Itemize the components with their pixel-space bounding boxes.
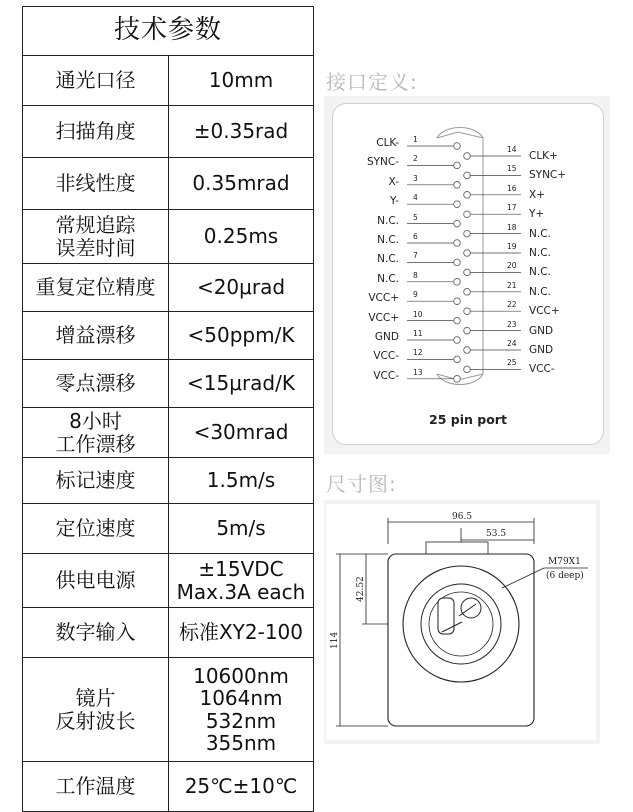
pin-left-name: SYNC- — [366, 156, 399, 169]
pin-right-number: 20 — [507, 261, 517, 271]
table-row — [23, 408, 314, 458]
pin-right-number: 19 — [507, 242, 517, 251]
pin-left-name: N.C. — [377, 214, 399, 227]
spec-key: 镜片 反射波长 — [23, 658, 169, 762]
table-row — [23, 158, 314, 210]
dim-width-offset: 53.5 — [486, 529, 507, 539]
pin-left-name: GND — [374, 331, 399, 343]
table-row — [23, 458, 314, 504]
spec-value: 25℃±10℃ — [169, 762, 314, 812]
pin-diagram — [332, 103, 604, 445]
pin-left-number: 1 — [413, 135, 418, 144]
pin-left-name: CLK- — [376, 137, 399, 149]
pin-right-name: N.C. — [529, 266, 551, 279]
dim-height-total: 114 — [330, 631, 340, 649]
spec-key: 定位速度 — [23, 504, 169, 554]
spec-value: 10mm — [169, 56, 314, 106]
pin-right-number: 25 — [507, 358, 517, 368]
spec-key: 重复定位精度 — [23, 264, 169, 312]
table-row — [23, 264, 314, 312]
pin-right-name: VCC- — [529, 363, 555, 376]
spec-value: ±15VDC Max.3A each — [169, 554, 314, 608]
pin-right-number: 24 — [507, 339, 517, 348]
pin-left-name: N.C. — [377, 253, 399, 266]
pin-right-name: N.C. — [529, 227, 551, 240]
pin-left-number: 2 — [413, 154, 418, 164]
pin-left-name: N.C. — [377, 234, 399, 246]
spec-key: 供电电源 — [23, 554, 169, 608]
table-row — [23, 312, 314, 360]
pin-left-number: 3 — [413, 173, 418, 183]
pin-right-number: 17 — [507, 203, 517, 213]
spec-key: 工作温度 — [23, 762, 169, 812]
scanner-drawing — [326, 504, 596, 740]
pin-left-name: VCC+ — [368, 292, 399, 305]
thread-spec: M79X1 — [548, 557, 581, 567]
pin-left-name: N.C. — [377, 272, 399, 285]
spec-value: 10600nm 1064nm 532nm 355nm — [169, 658, 314, 762]
table-row — [23, 608, 314, 658]
dimension-drawing — [326, 504, 596, 740]
spec-key: 标记速度 — [23, 458, 169, 504]
pin-right-name: GND — [529, 344, 554, 356]
pin-left-number: 4 — [413, 193, 418, 203]
spec-value: 0.25ms — [169, 210, 314, 264]
table-row — [23, 106, 314, 158]
table-row — [23, 210, 314, 264]
dimensions-panel — [324, 500, 600, 744]
pin-left-number: 10 — [413, 309, 423, 319]
pin-right-name: VCC+ — [529, 305, 560, 318]
table-title: 技术参数 — [23, 7, 314, 56]
spec-key: 通光口径 — [23, 56, 169, 106]
pin-right-name: SYNC+ — [529, 169, 567, 182]
spec-value: 5m/s — [169, 504, 314, 554]
spec-value: 标准XY2-100 — [169, 608, 314, 658]
pin-right-name: CLK+ — [529, 150, 558, 162]
table-row — [23, 554, 314, 608]
pin-right-number: 21 — [507, 280, 517, 290]
thread-depth: (6 deep) — [546, 571, 584, 581]
pin-left-number: 8 — [413, 270, 418, 280]
table-row — [23, 504, 314, 554]
pin-left-number: 12 — [413, 348, 423, 358]
table-row — [23, 762, 314, 812]
pin-right-name: GND — [529, 324, 554, 337]
interface-panel — [324, 96, 610, 454]
table-row — [23, 360, 314, 408]
pin-right-number: 15 — [507, 164, 517, 174]
table-row — [23, 658, 314, 762]
spec-key: 数字输入 — [23, 608, 169, 658]
pin-right-number: 16 — [507, 183, 517, 193]
pin-left-name: VCC+ — [368, 311, 399, 324]
spec-table-body — [23, 56, 314, 812]
table-row — [23, 56, 314, 106]
pin-left-number: 7 — [413, 251, 418, 261]
pin-right-number: 22 — [507, 300, 517, 310]
pin-right-number: 23 — [507, 319, 517, 329]
spec-value: ±0.35rad — [169, 106, 314, 158]
spec-value: <20μrad — [169, 264, 314, 312]
spec-key: 常规追踪 误差时间 — [23, 210, 169, 264]
pin-left-name: VCC- — [373, 369, 399, 382]
spec-value: <15μrad/K — [169, 360, 314, 408]
dimensions-label: 尺寸图: — [326, 472, 397, 496]
pin-left-number: 13 — [413, 367, 423, 377]
interface-label: 接口定义: — [326, 70, 418, 94]
pin-left-number: 5 — [413, 212, 418, 222]
pin-left-number: 11 — [413, 329, 423, 338]
pin-left-number: 6 — [413, 232, 418, 241]
spec-key: 非线性度 — [23, 158, 169, 210]
spec-value: 1.5m/s — [169, 458, 314, 504]
spec-value: <50ppm/K — [169, 312, 314, 360]
pin-right-name: X+ — [529, 188, 545, 201]
pin-right-name: Y+ — [529, 208, 545, 221]
pin-left-name: VCC- — [373, 350, 399, 363]
dim-width-total: 96.5 — [452, 512, 473, 522]
spec-value: <30mrad — [169, 408, 314, 458]
spec-key: 增益漂移 — [23, 312, 169, 360]
spec-key: 零点漂移 — [23, 360, 169, 408]
pin-left-name: Y- — [390, 195, 399, 208]
pin-left-number: 9 — [413, 290, 418, 300]
spec-key: 8小时 工作漂移 — [23, 408, 169, 458]
pin-right-name: N.C. — [529, 285, 551, 298]
pin-right-name: N.C. — [529, 247, 551, 259]
pin-caption: 25 pin port — [429, 412, 507, 427]
pin-right-number: 14 — [507, 145, 517, 154]
spec-key: 扫描角度 — [23, 106, 169, 158]
pin-left-name: X- — [388, 175, 399, 188]
pin-right-number: 18 — [507, 222, 517, 232]
dim-height-offset: 42.52 — [356, 576, 366, 602]
spec-value: 0.35mrad — [169, 158, 314, 210]
spec-table — [22, 6, 314, 812]
